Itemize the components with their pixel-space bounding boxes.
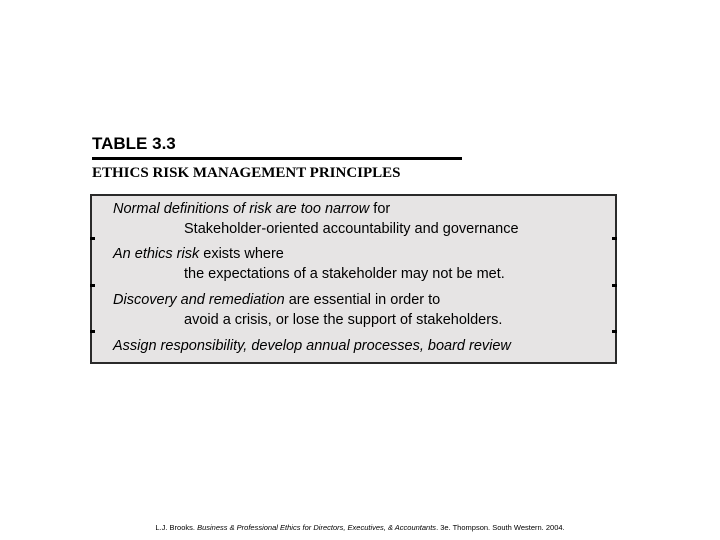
table-title: ETHICS RISK MANAGEMENT PRINCIPLES (92, 165, 401, 181)
table-number: TABLE 3.3 (92, 134, 176, 153)
principle-continuation: avoid a crisis, or lose the support of stakeholders. (184, 312, 503, 328)
principle-lead-italic: Assign responsibility, develop annual processes, board review (113, 338, 511, 354)
row-divider-right (612, 284, 617, 287)
principle-lead-rest: for (369, 201, 391, 217)
principle-lead (92, 199, 615, 219)
principle-lead-rest: exists where (199, 246, 284, 262)
citation-publisher: . 3e. Thompson. South Western. 2004. (436, 523, 565, 532)
row-divider-right (612, 237, 617, 240)
principle-lead-italic: An ethics risk (113, 246, 200, 262)
principle-row (92, 336, 615, 356)
principles-table (90, 194, 617, 364)
principle-continuation: the expectations of a stakeholder may not be met. (184, 266, 505, 282)
principle-lead (92, 290, 615, 310)
principle-lead-rest: are essential in order to (284, 292, 441, 308)
principle-row (92, 244, 615, 284)
principle-lead (92, 336, 615, 356)
row-divider-right (612, 330, 617, 333)
row-divider-left (90, 330, 95, 333)
citation-book-title: Business & Professional Ethics for Directors, Executives, & Accountants (197, 523, 437, 532)
principle-row (92, 199, 615, 239)
citation-author: L.J. Brooks. (155, 523, 198, 532)
principle-lead (92, 244, 615, 264)
source-citation (0, 523, 720, 532)
row-divider-left (90, 284, 95, 287)
principle-continuation: Stakeholder-oriented accountability and governance (184, 221, 519, 237)
row-divider-left (90, 237, 95, 240)
principle-lead-italic: Normal definitions of risk are too narrow (113, 201, 370, 217)
principle-lead-italic: Discovery and remediation (113, 292, 285, 308)
title-rule (92, 157, 462, 160)
principle-row (92, 290, 615, 330)
